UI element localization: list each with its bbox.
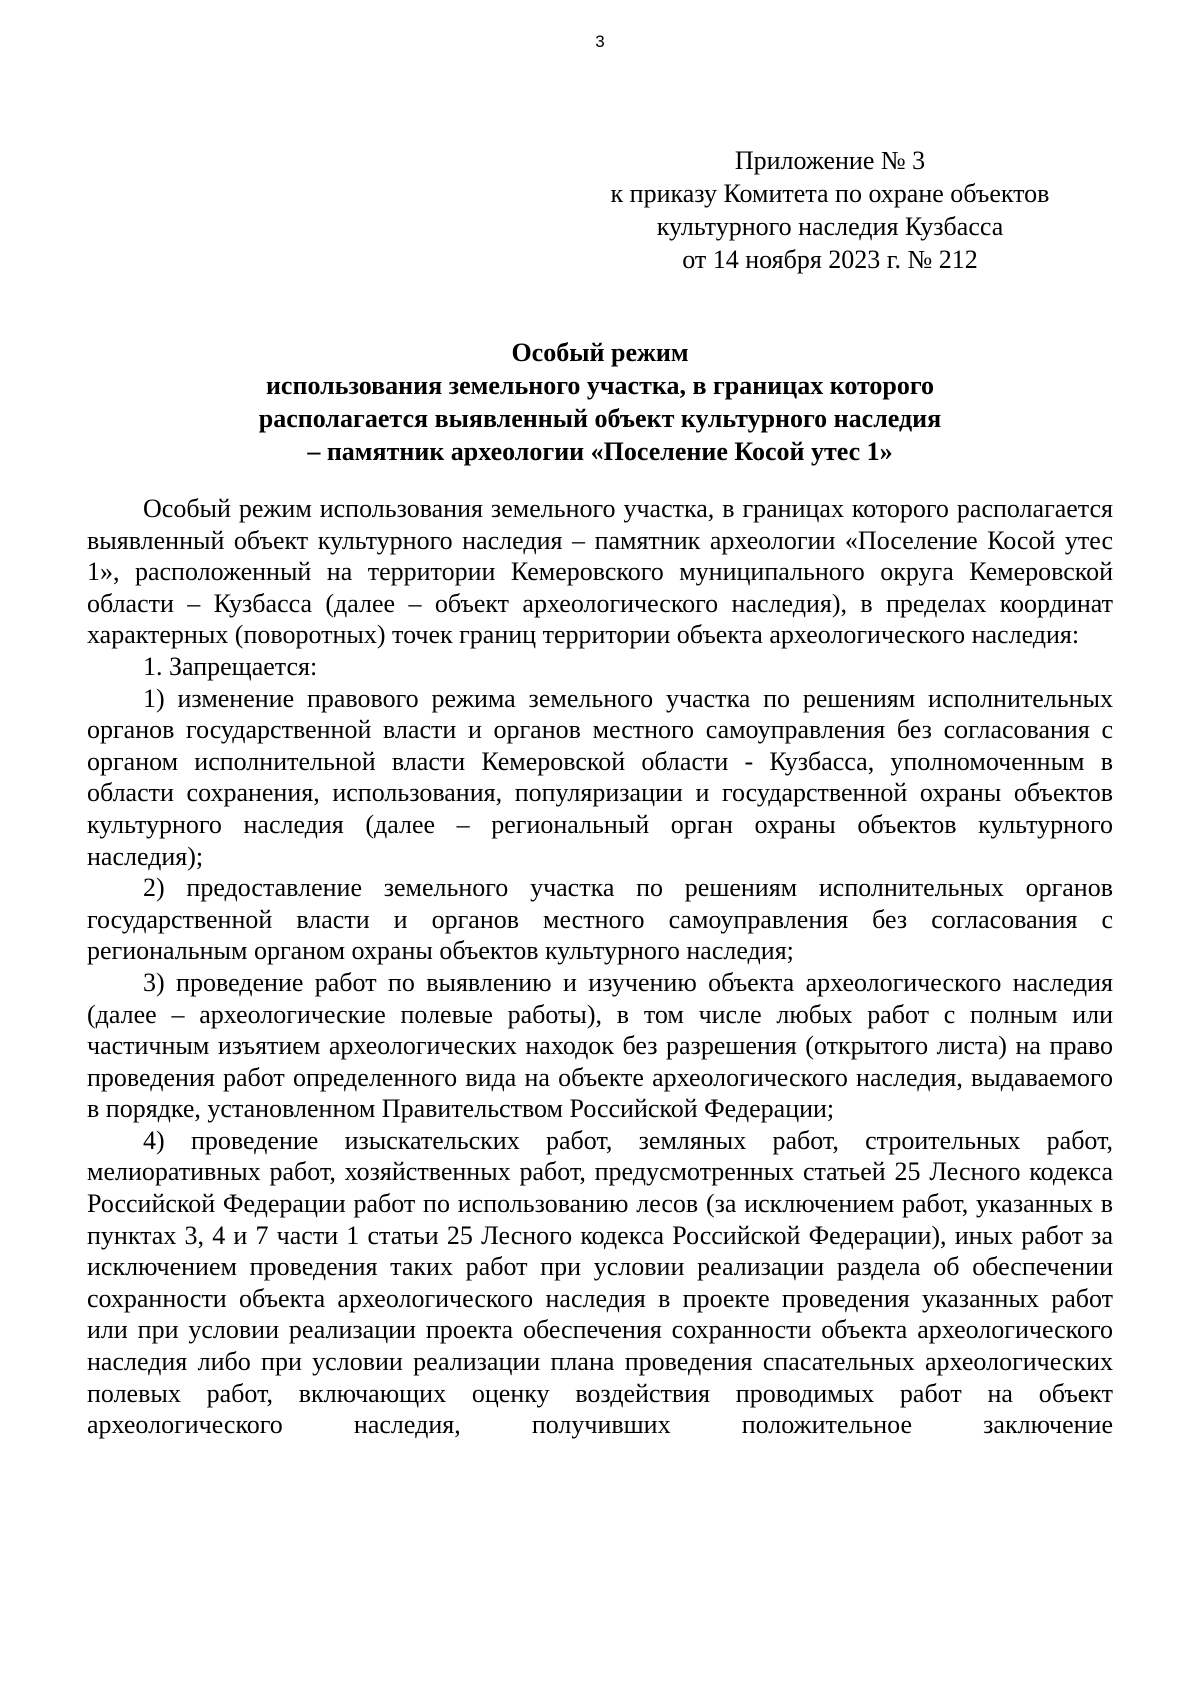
list-item: 2) предоставление земельного участка по решениям исполнительных органов государственной власти и органов местного самоуправления без согласования с региональным органом охраны объектов культурного наследия; — [87, 873, 1113, 966]
appendix-line: Приложение № 3 — [734, 146, 926, 175]
page-number: 3 — [595, 32, 605, 51]
appendix-line: от 14 ноября 2023 г. № 212 — [682, 245, 978, 274]
list-item: 3) проведение работ по выявлению и изучению объекта археологического наследия (далее – археологические полевые работы), в том числе любых работ с полным или частичным изъятием археологических находок без разрешения (открытого листа) на право проведения работ определенного вида на объекте археологического наследия, выдаваемого в порядке, установленном Правительством Российской Федерации; — [87, 967, 1113, 1124]
section-heading: 1. Запрещается: — [143, 651, 318, 681]
title-line: Особый режим — [511, 338, 689, 367]
title-line: располагается выявленный объект культурного наследия — [258, 404, 942, 433]
appendix-line: культурного наследия Кузбасса — [656, 212, 1004, 241]
title-line: – памятник археологии «Поселение Косой утес 1» — [307, 437, 893, 466]
appendix-line: к приказу Комитета по охране объектов — [610, 179, 1050, 208]
intro-paragraph: Особый режим использования земельного участка, в границах которого располагается выявленный объект культурного наследия – памятник археологии «Поселение Косой утес 1», расположенный на территории Кемеровского муниципального округа Кемеровской области – Кузбасса (далее – объект археологического наследия), в пределах координат характерных (поворотных) точек границ территории объекта археологического наследия: — [87, 494, 1113, 650]
list-item: 4) проведение изыскательских работ, земляных работ, строительных работ, мелиоративных работ, хозяйственных работ, предусмотренных статьей 25 Лесного кодекса Российской Федерации работ по использованию лесов (за исключением работ, указанных в пунктах 3, 4 и 7 части 1 статьи 25 Лесного кодекса Российской Федерации), иных работ за исключением проведения таких работ при условии реализации раздела об обеспечении сохранности объекта археологического наследия в проекте проведения указанных работ или при условии реализации проекта обеспечения сохранности объекта археологического наследия либо при условии реализации плана проведения спасательных археологических полевых работ, включающих оценку воздействия проводимых работ на объект археологического наследия, получивших положительное заключение — [87, 1125, 1113, 1440]
title-line: использования земельного участка, в границах которого — [265, 371, 935, 400]
appendix-header — [560, 144, 1100, 276]
list-item: 1) изменение правового режима земельного участка по решениям исполнительных органов государственной власти и органов местного самоуправления без согласования с органом исполнительной власти Кемеровской области - Кузбасса, уполномоченным в области сохранения, использования, популяризации и государственной охраны объектов культурного наследия (далее – региональный орган охраны объектов культурного наследия); — [87, 683, 1113, 871]
document-title — [0, 336, 1200, 468]
document-body — [87, 493, 1113, 1441]
